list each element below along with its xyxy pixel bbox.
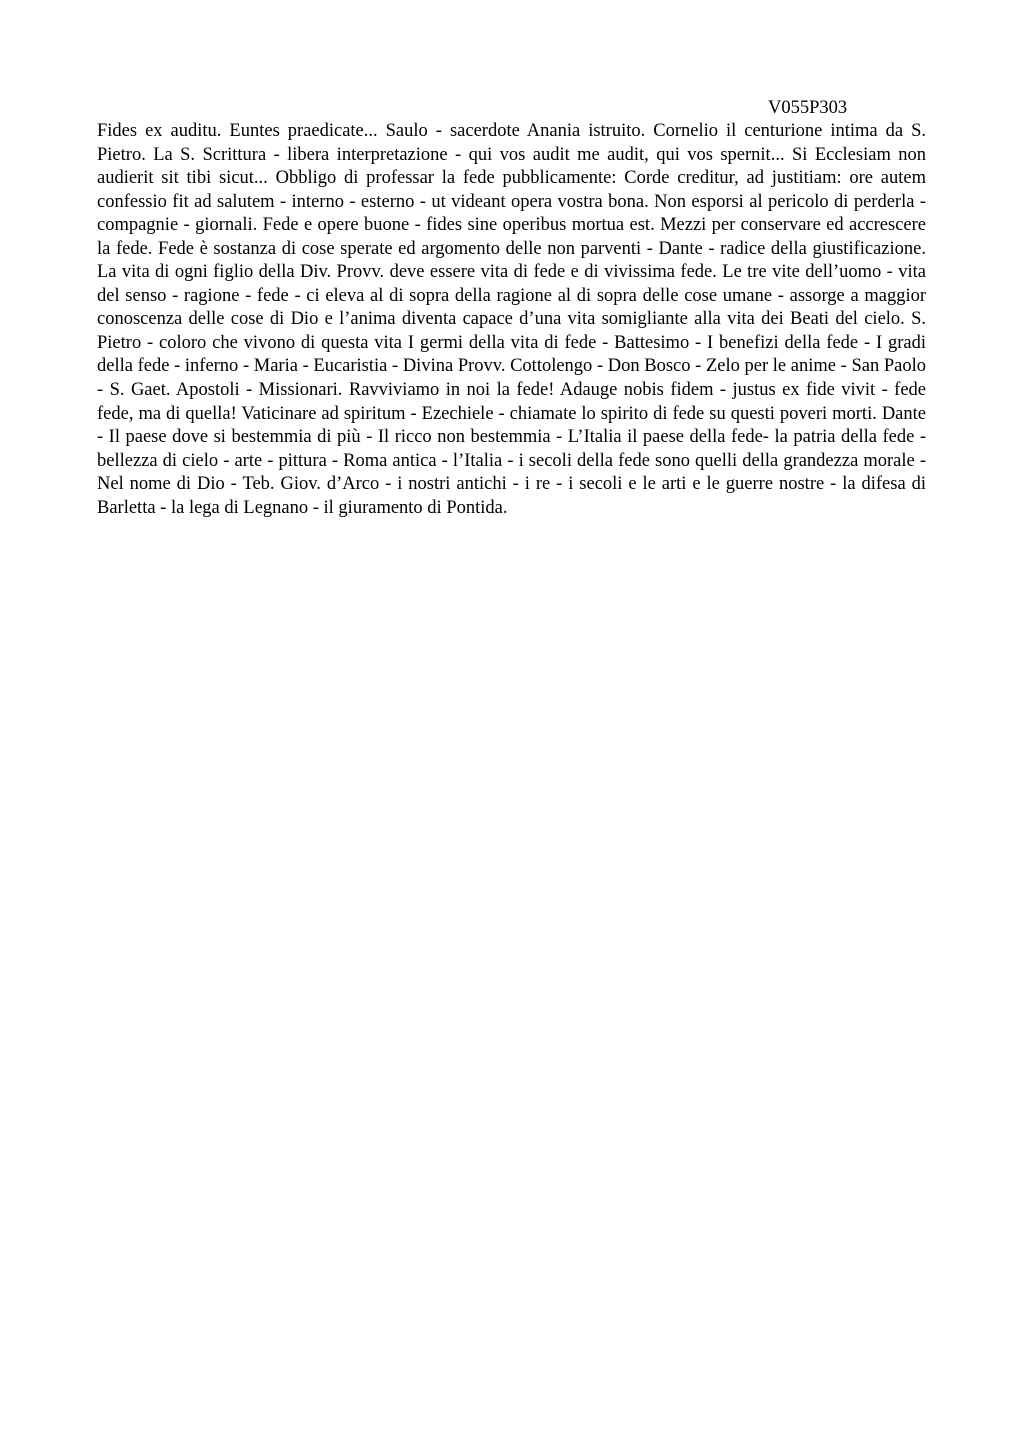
page-reference: V055P303 [768, 98, 848, 118]
body-paragraph: Fides ex auditu. Euntes praedicate... Saulo - sacerdote Anania istruito. Cornelio il centurione intima da S. Pietro. La S. Scrittura - libera interpretazione - qui vos audit me audit, qui vos spernit... Si Ecclesiam non audierit sit tibi sicut... Obbligo di professar la fede pubblicamente: Corde creditur, ad justitiam: ore autem confessio fit ad salutem - interno - esterno - ut videant opera vostra bona. Non esporsi al pericolo di perderla - compagnie - giornali. Fede e opere buone - fides sine operibus mortua est. Mezzi per conservare ed accrescere la fede. Fede è sostanza di cose sperate ed argomento delle non parventi - Dante - radice della giustificazione. La vita di ogni figlio della Div. Provv. deve essere vita di fede e di vivissima fede. Le tre vite dell’uomo - vita del senso - ragione - fede - ci eleva al di sopra della ragione al di sopra delle cose umane - assorge a maggior conoscenza delle cose di Dio e l’anima diventa capace d’una vita somigliante alla vita dei Beati del cielo. S. Pietro - coloro che vivono di questa vita I germi della vita di fede - Battesimo - I benefizi della fede - I gradi della fede - inferno - Maria - Eucaristia - Divina Provv. Cottolengo - Don Bosco - Zelo per le anime - San Paolo - S. Gaet. Apostoli - Missionari. Ravviviamo in noi la fede! Adauge nobis fidem - justus ex fide vivit - fede fede, ma di quella! Vaticinare ad spiritum - Ezechiele - chiamate lo spirito di fede su questi poveri morti. Dante - Il paese dove si bestemmia di più - Il ricco non bestemmia - L’Italia il paese della fede- la patria della fede - bellezza di cielo - arte - pittura - Roma antica - l’Italia - i secoli della fede sono quelli della grandezza morale - Nel nome di Dio - Teb. Giov. d’Arco - i nostri antichi - i re - i secoli e le arti e le guerre nostre - la difesa di Barletta - la lega di Legnano - il giuramento di Pontida. [97, 121, 926, 518]
